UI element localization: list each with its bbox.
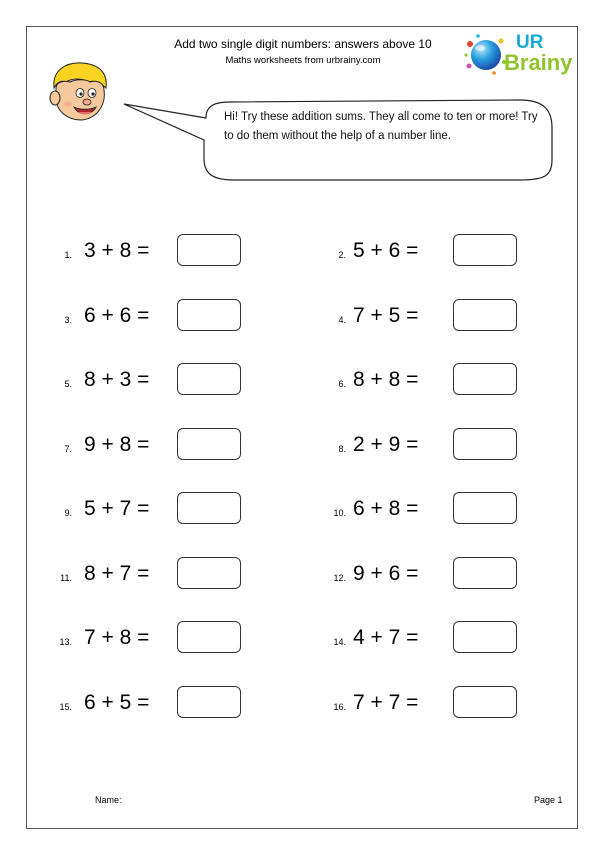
speech-bubble-text: Hi! Try these addition sums. They all come to ten or more! Try to do them without the help of a number line. xyxy=(224,111,538,142)
worksheet-subtitle: Maths worksheets from urbrainy.com xyxy=(225,55,381,66)
problem-item xyxy=(0,424,606,464)
problem-number: 9. xyxy=(64,508,72,518)
worksheet-title: Add two single digit numbers: answers above 10 xyxy=(174,37,432,51)
problem-number: 10. xyxy=(333,508,346,518)
problem-number: 1. xyxy=(64,250,72,260)
speech-bubble xyxy=(0,0,606,200)
problem-number: 2. xyxy=(338,250,346,260)
problem-item xyxy=(0,230,606,270)
problem-number: 14. xyxy=(333,637,346,647)
answer-box[interactable] xyxy=(453,363,517,395)
problem-item xyxy=(0,682,606,722)
problem-item xyxy=(0,295,606,335)
problem-number: 11. xyxy=(60,572,72,583)
name-label: Name: xyxy=(95,795,122,805)
problem-number: 12. xyxy=(333,572,346,583)
problem-item xyxy=(0,617,606,657)
answer-box[interactable] xyxy=(453,234,517,266)
logo-ur: UR xyxy=(516,32,544,53)
problem-expression: 7 + 7 = xyxy=(353,690,419,714)
problem-expression: 2 + 9 = xyxy=(353,432,419,456)
problem-expression: 9 + 8 = xyxy=(84,432,150,456)
answer-box[interactable] xyxy=(453,557,517,589)
problem-number: 13. xyxy=(59,637,72,647)
problem-expression: 3 + 8 = xyxy=(84,239,150,262)
problem-item xyxy=(0,553,606,593)
problem-expression: 6 + 8 = xyxy=(353,497,419,520)
problem-number: 5. xyxy=(64,379,72,389)
logo-brainy: Brainy xyxy=(504,50,573,75)
problem-expression: 6 + 5 = xyxy=(84,690,150,714)
answer-box[interactable] xyxy=(453,428,517,460)
problem-expression: 4 + 7 = xyxy=(353,626,419,649)
problem-expression: 6 + 6 = xyxy=(84,303,150,327)
problem-expression: 5 + 6 = xyxy=(353,239,419,262)
problem-number: 15. xyxy=(59,701,72,712)
problem-number: 3. xyxy=(64,314,72,325)
answer-box[interactable] xyxy=(453,492,517,524)
problem-expression: 8 + 7 = xyxy=(84,561,150,585)
problem-expression: 7 + 8 = xyxy=(84,626,150,649)
problem-expression: 7 + 5 = xyxy=(353,303,419,327)
answer-box[interactable] xyxy=(453,686,517,718)
answer-box[interactable] xyxy=(453,621,517,653)
problem-number: 6. xyxy=(338,379,346,389)
problem-expression: 9 + 6 = xyxy=(353,561,419,585)
problem-number: 7. xyxy=(64,443,72,454)
problem-number: 8. xyxy=(338,443,346,454)
problem-item xyxy=(0,488,606,528)
problem-number: 4. xyxy=(338,314,346,325)
problem-number: 16. xyxy=(333,701,346,712)
problem-expression: 8 + 8 = xyxy=(353,368,419,391)
problem-expression: 5 + 7 = xyxy=(84,497,150,520)
page-number: Page 1 xyxy=(534,795,563,805)
problem-item xyxy=(0,359,606,399)
answer-box[interactable] xyxy=(453,299,517,331)
problem-expression: 8 + 3 = xyxy=(84,368,150,391)
